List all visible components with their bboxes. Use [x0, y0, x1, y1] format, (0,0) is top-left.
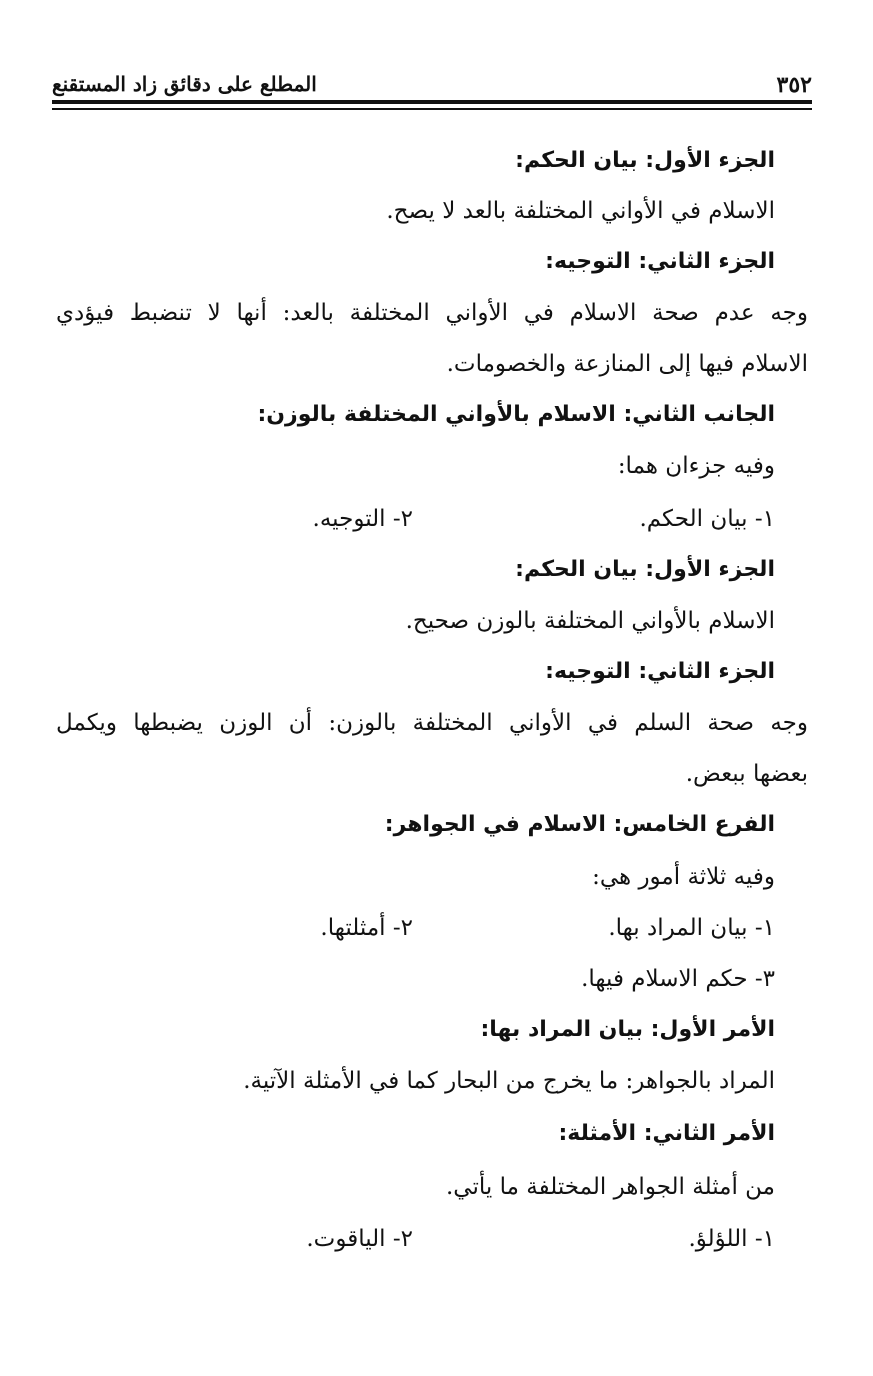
- paragraph-line: وفيه ثلاثة أمور هي:: [592, 864, 775, 890]
- list-item: ٢- الياقوت.: [306, 1226, 413, 1252]
- paragraph-line: الاسلام بالأواني المختلفة بالوزن صحيح.: [405, 608, 775, 634]
- running-title: المطلع على دقائق زاد المستقنع: [52, 72, 317, 96]
- list-item: ١- اللؤلؤ.: [688, 1226, 775, 1252]
- paragraph-line: بعضها ببعض.: [685, 761, 808, 787]
- paragraph-line: من أمثلة الجواهر المختلفة ما يأتي.: [446, 1174, 775, 1200]
- page-number: ٣٥٢: [776, 72, 812, 98]
- list-item: ١- بيان المراد بها.: [608, 915, 775, 941]
- page-header: [52, 60, 812, 100]
- section-heading: الأمر الأول: بيان المراد بها:: [480, 1017, 775, 1042]
- list-item: ١- بيان الحكم.: [639, 506, 775, 532]
- paragraph-line: وجه عدم صحة الاسلام في الأواني المختلفة بالعد: أنها لا تنضبط فيؤدي: [56, 300, 808, 326]
- list-item: ٢- أمثلتها.: [320, 915, 413, 941]
- section-heading: الجزء الثاني: التوجيه:: [545, 659, 775, 684]
- paragraph-line: الاسلام فيها إلى المنازعة والخصومات.: [446, 351, 808, 377]
- paragraph-line: وجه صحة السلم في الأواني المختلفة بالوزن: أن الوزن يضبطها ويكمل: [56, 710, 808, 736]
- section-heading: الفرع الخامس: الاسلام في الجواهر:: [384, 812, 775, 837]
- header-rule-thin: [52, 108, 812, 110]
- section-heading: الجانب الثاني: الاسلام بالأواني المختلفة بالوزن:: [257, 402, 775, 427]
- list-item: ٣- حكم الاسلام فيها.: [581, 966, 775, 992]
- paragraph-line: وفيه جزءان هما:: [617, 453, 775, 479]
- section-heading: الجزء الأول: بيان الحكم:: [515, 557, 775, 582]
- section-heading: الأمر الثاني: الأمثلة:: [558, 1121, 775, 1146]
- header-rule-thick: [52, 100, 812, 104]
- section-heading: الجزء الثاني: التوجيه:: [545, 249, 775, 274]
- section-heading: الجزء الأول: بيان الحكم:: [515, 148, 775, 173]
- paragraph-line: الاسلام في الأواني المختلفة بالعد لا يصح.: [386, 198, 775, 224]
- list-item: ٢- التوجيه.: [312, 506, 413, 532]
- paragraph-line: المراد بالجواهر: ما يخرج من البحار كما في الأمثلة الآتية.: [243, 1068, 775, 1094]
